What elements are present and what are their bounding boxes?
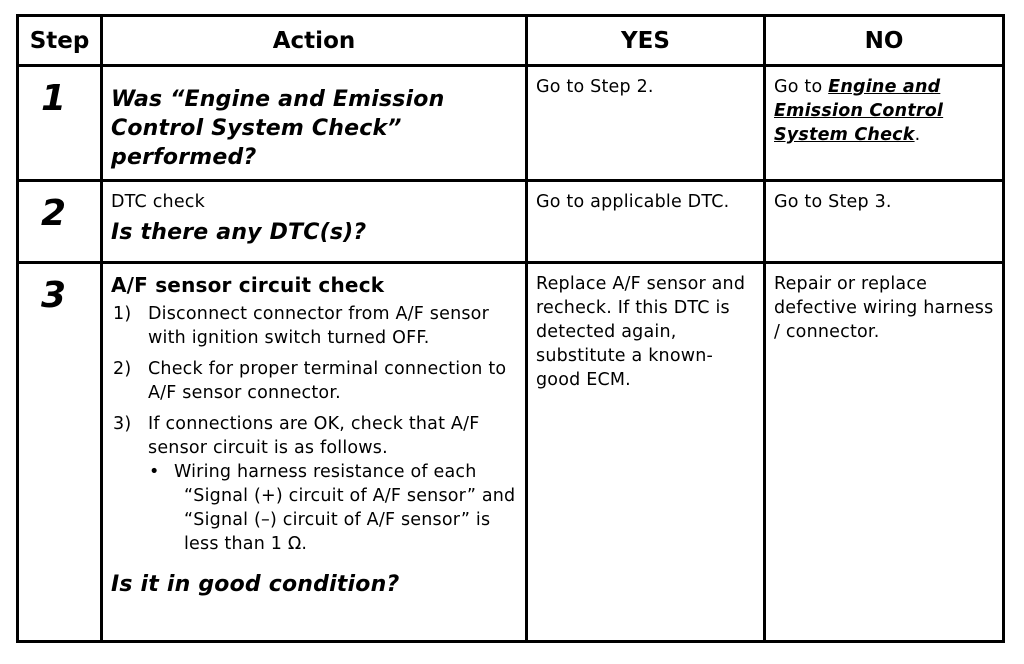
no-cell	[765, 181, 1004, 263]
step-cell	[18, 181, 102, 263]
bullet-icon: •	[149, 462, 160, 482]
header-row	[18, 16, 1004, 66]
action-cell	[102, 181, 527, 263]
header-action: Action	[102, 16, 527, 66]
bullet-text-rest: “Signal (+) circuit of A/F sensor” and “Signal (–) circuit of A/F sensor” is less than 1 Ω.	[184, 486, 516, 554]
table-row	[18, 181, 1004, 263]
step-number: 2	[41, 193, 67, 234]
action-cell	[102, 263, 527, 642]
yes-text: Go to Step 2.	[536, 77, 654, 97]
yes-cell	[527, 263, 765, 642]
list-item	[111, 357, 517, 405]
list-item	[111, 412, 517, 556]
bullet-text-first: Wiring harness resistance of each	[174, 462, 477, 482]
question-text: Is it in good condition?	[111, 572, 400, 597]
step-cell	[18, 66, 102, 181]
diagnostic-table	[16, 14, 1005, 643]
engine-emission-check-link[interactable]: Engine and Emission Control System Check	[774, 77, 944, 145]
action-heading: A/F sensor circuit check	[111, 273, 385, 297]
action-label: DTC check	[111, 192, 205, 212]
no-cell	[765, 263, 1004, 642]
bullet-item	[148, 460, 517, 556]
no-text: Go to Step 3.	[774, 192, 892, 212]
yes-cell	[527, 181, 765, 263]
list-item	[111, 302, 517, 350]
item-text: If connections are OK, check that A/F sensor circuit is as follows.	[148, 414, 480, 458]
step-number: 1	[41, 78, 67, 119]
table-row	[18, 66, 1004, 181]
yes-cell	[527, 66, 765, 181]
no-suffix: .	[914, 125, 921, 145]
table-row	[18, 263, 1004, 642]
no-cell	[765, 66, 1004, 181]
item-number: 1)	[113, 304, 132, 324]
item-text: Disconnect connector from A/F sensor with ignition switch turned OFF.	[148, 304, 489, 348]
question-text: Is there any DTC(s)?	[111, 220, 367, 245]
step-cell	[18, 263, 102, 642]
item-text: Check for proper terminal connection to A/F sensor connector.	[148, 359, 507, 403]
no-prefix: Go to	[774, 77, 829, 97]
question-text: Was “Engine and Emission Control System Check” performed?	[111, 87, 445, 170]
item-number: 3)	[113, 414, 132, 434]
header-yes: YES	[527, 16, 765, 66]
no-text	[766, 67, 1002, 147]
yes-text: Replace A/F sensor and recheck. If this DTC is detected again, substitute a known-good ECM.	[536, 274, 746, 390]
header-no: NO	[765, 16, 1004, 66]
procedure-list	[111, 302, 517, 556]
no-text: Repair or replace defective wiring harness / connector.	[774, 274, 994, 342]
step-number: 3	[41, 275, 67, 316]
yes-text: Go to applicable DTC.	[536, 192, 730, 212]
item-number: 2)	[113, 359, 132, 379]
action-cell	[102, 66, 527, 181]
header-step: Step	[18, 16, 102, 66]
